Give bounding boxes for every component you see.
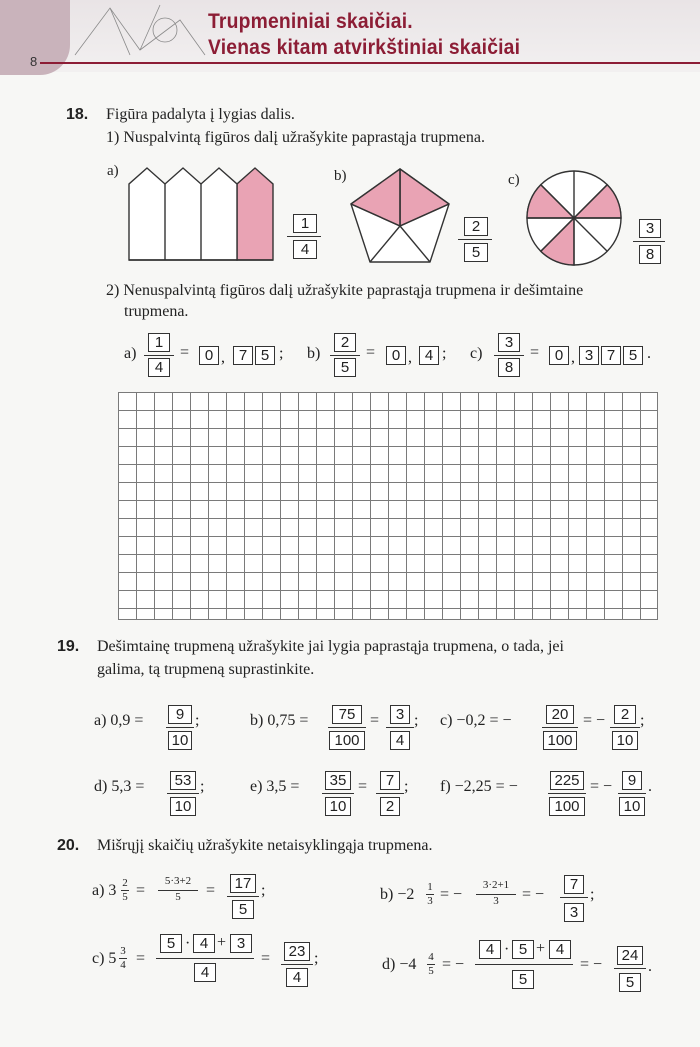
fraction-bar (322, 793, 354, 794)
ex20-c-den-box[interactable]: 4 (194, 963, 216, 982)
ex18-2b-den-box[interactable]: 5 (334, 358, 356, 377)
ex18-c-denominator-box[interactable]: 8 (639, 245, 661, 264)
equals-sign: = (366, 344, 376, 361)
semicolon: ; (279, 345, 284, 362)
ex19-f-den2-box[interactable]: 10 (619, 797, 645, 816)
multiply-dot: · (504, 941, 510, 958)
fraction-bar (328, 727, 366, 728)
ex18-2a-digit-2[interactable]: 7 (233, 346, 253, 365)
ex19-e-den1-box[interactable]: 10 (325, 797, 351, 816)
fraction-bar (281, 964, 313, 965)
equals-sign: = (136, 882, 146, 899)
fraction-bar (475, 964, 573, 965)
ex18-2c-den-box[interactable]: 8 (498, 358, 520, 377)
fraction-bar (548, 793, 586, 794)
ex18-2c-digit-4[interactable]: 5 (623, 346, 643, 365)
ex19-number: 19. (57, 638, 80, 655)
ex20-d-box-3[interactable]: 4 (549, 940, 571, 959)
equals-minus: = − (583, 712, 606, 729)
mixed-denominator: 5 (122, 891, 128, 903)
ex20-b-den-box[interactable]: 3 (564, 903, 584, 922)
semicolon: ; (200, 778, 205, 795)
mixed-numerator: 3 (120, 945, 126, 957)
period: . (647, 345, 651, 362)
ex18-2a-label: a) (124, 345, 137, 362)
page-number: 8 (30, 54, 38, 69)
ex19-d-den-box[interactable]: 10 (170, 797, 196, 816)
ex20-c-box-3[interactable]: 3 (230, 934, 252, 953)
equals-minus: = − (590, 778, 613, 795)
fraction-bar (494, 355, 524, 356)
ex18-2b-label: b) (307, 345, 321, 362)
ex18-label-a: a) (107, 163, 119, 179)
ex18-2c-label: c) (470, 345, 483, 362)
ex19-c-num2-box[interactable]: 2 (614, 705, 636, 724)
ex19-f-num1-box[interactable]: 225 (550, 771, 584, 790)
ex19-e-den2-box[interactable]: 2 (380, 797, 400, 816)
ex19-e-num2-box[interactable]: 7 (380, 771, 400, 790)
fraction-bar (614, 968, 646, 969)
ex18-2c-digit-2[interactable]: 3 (579, 346, 599, 365)
decimal-comma: , (571, 349, 575, 366)
ex20-d-box-2[interactable]: 5 (512, 940, 534, 959)
ex19-a-den-box[interactable]: 10 (168, 731, 192, 750)
ex18-2c-digit-3[interactable]: 7 (601, 346, 621, 365)
semicolon: ; (261, 882, 266, 899)
equals-minus: = − (580, 956, 603, 973)
fraction-bar (227, 896, 259, 897)
ex20-c-num-box[interactable]: 23 (284, 942, 310, 961)
plus-sign: + (536, 940, 546, 957)
ex20-a-label: a) 3 (92, 882, 117, 899)
ex20-line1: Mišrųjį skaičių užrašykite netaisyklingąja trupmena. (97, 837, 433, 854)
equals-sign: = (370, 712, 380, 729)
ex20-d-num-box[interactable]: 24 (617, 946, 643, 965)
decimal-comma: , (408, 349, 412, 366)
ex18-2c-digit-1[interactable]: 0 (549, 346, 569, 365)
ex18-task1: 1) Nuspalvintą figūros dalį užrašykite paprastąja trupmena. (106, 129, 485, 146)
equals-minus: = − (440, 886, 463, 903)
ex19-e-label: e) 3,5 = (250, 778, 300, 795)
ex19-c-label: c) −0,2 = − (440, 712, 512, 729)
expression-denominator: 3 (493, 895, 499, 907)
period: . (648, 778, 652, 795)
mixed-denominator: 4 (120, 959, 126, 971)
circle-eighths-figure (524, 168, 624, 268)
ex19-line1: Dešimtainę trupmeną užrašykite jai lygia paprastąja trupmena, o tada, jei (97, 638, 564, 655)
ex19-b-label: b) 0,75 = (250, 712, 309, 729)
four-houses-figure (125, 162, 275, 262)
fraction-bar (542, 727, 578, 728)
ex18-label-c: c) (508, 172, 520, 188)
ex20-d-den-box2[interactable]: 5 (619, 973, 641, 992)
fraction-bar (386, 727, 414, 728)
mixed-numerator: 4 (428, 951, 434, 963)
ex18-b-denominator-box[interactable]: 5 (464, 243, 488, 262)
fraction-bar (458, 239, 492, 240)
squared-work-grid[interactable] (118, 392, 658, 620)
ex18-2b-digit-2[interactable]: 4 (419, 346, 439, 365)
fraction-bar (287, 236, 321, 237)
plus-sign: + (217, 934, 227, 951)
ex18-task2-line2: trupmena. (124, 303, 189, 320)
mixed-denominator: 3 (427, 895, 433, 907)
geometry-sketch-icon (70, 0, 210, 60)
expression-denominator: 5 (175, 891, 181, 903)
semicolon: ; (590, 886, 595, 903)
ex19-a-num-box[interactable]: 9 (168, 705, 192, 724)
ex20-a-num-box[interactable]: 17 (230, 874, 256, 893)
header-rule (40, 62, 700, 64)
ex18-intro: Figūra padalyta į lygias dalis. (106, 106, 295, 123)
ex19-d-label: d) 5,3 = (94, 778, 145, 795)
ex18-2a-digit-3[interactable]: 5 (255, 346, 275, 365)
ex18-label-b: b) (334, 168, 347, 184)
ex18-2a-num-box[interactable]: 1 (148, 333, 170, 352)
fraction-bar (167, 793, 199, 794)
ex18-2b-digit-1[interactable]: 0 (386, 346, 406, 365)
ex20-d-den-box[interactable]: 5 (512, 970, 534, 989)
fraction-bar (610, 727, 640, 728)
decimal-comma: , (221, 349, 225, 366)
equals-sign: = (180, 344, 190, 361)
semicolon: ; (314, 950, 319, 967)
semicolon: ; (414, 712, 419, 729)
ex20-a-den-box[interactable]: 5 (232, 900, 254, 919)
ex18-a-numerator-box[interactable]: 1 (293, 214, 317, 233)
equals-minus: = − (442, 956, 465, 973)
ex18-2b-num-box[interactable]: 2 (334, 333, 356, 352)
chapter-title-line1: Trupmeniniai skaičiai. (208, 10, 413, 33)
ex19-f-label: f) −2,25 = − (440, 778, 518, 795)
fraction-bar (560, 897, 588, 898)
fraction-bar (376, 793, 404, 794)
ex19-e-num1-box[interactable]: 35 (325, 771, 351, 790)
chapter-title-line2: Vienas kitam atvirkštiniai skaičiai (208, 36, 521, 59)
semicolon: ; (442, 345, 447, 362)
equals-sign: = (136, 950, 146, 967)
ex20-d-box-1[interactable]: 4 (479, 940, 501, 959)
mixed-denominator: 5 (428, 965, 434, 977)
fraction-bar (156, 958, 254, 959)
ex18-2a-digit-1[interactable]: 0 (199, 346, 219, 365)
ex20-c-label: c) 5 (92, 950, 117, 967)
ex19-c-den1-box[interactable]: 100 (543, 731, 577, 750)
ex19-b-den1-box[interactable]: 100 (329, 731, 365, 750)
equals-sign: = (261, 950, 271, 967)
ex18-2c-num-box[interactable]: 3 (498, 333, 520, 352)
ex20-d-label: d) −4 (382, 956, 417, 973)
ex18-number: 18. (66, 106, 89, 123)
semicolon: ; (640, 712, 645, 729)
ex19-b-den2-box[interactable]: 4 (390, 731, 410, 750)
ex19-b-num1-box[interactable]: 75 (332, 705, 362, 724)
fraction-bar (144, 355, 174, 356)
fraction-bar (633, 241, 665, 242)
period: . (648, 958, 652, 975)
expression-numerator: 5·3+2 (164, 875, 192, 887)
equals-minus: = − (522, 886, 545, 903)
mixed-numerator: 1 (427, 881, 433, 893)
ex19-b-num2-box[interactable]: 3 (390, 705, 410, 724)
ex19-c-den2-box[interactable]: 10 (612, 731, 638, 750)
ex20-c-box-2[interactable]: 4 (193, 934, 215, 953)
ex20-number: 20. (57, 837, 80, 854)
ex19-c-num1-box[interactable]: 20 (546, 705, 574, 724)
ex18-c-numerator-box[interactable]: 3 (639, 219, 661, 238)
ex20-b-label: b) −2 (380, 886, 415, 903)
pentagon-figure (348, 166, 452, 264)
equals-sign: = (206, 882, 216, 899)
semicolon: ; (404, 778, 409, 795)
semicolon: ; (195, 712, 200, 729)
ex20-b-num-box[interactable]: 7 (564, 875, 584, 894)
ex19-d-num-box[interactable]: 53 (170, 771, 196, 790)
equals-sign: = (530, 344, 540, 361)
ex19-a-label: a) 0,9 = (94, 712, 144, 729)
ex19-f-den1-box[interactable]: 100 (549, 797, 585, 816)
fraction-bar (330, 355, 360, 356)
ex18-2a-den-box[interactable]: 4 (148, 358, 170, 377)
fraction-bar (618, 793, 646, 794)
fraction-bar (166, 727, 194, 728)
ex18-b-numerator-box[interactable]: 2 (464, 217, 488, 236)
ex20-c-box-1[interactable]: 5 (160, 934, 182, 953)
ex18-a-denominator-box[interactable]: 4 (293, 240, 317, 259)
mixed-numerator: 2 (122, 877, 128, 889)
ex18-task2-line1: 2) Nenuspalvintą figūros dalį užrašykite paprastąja trupmena ir dešimtaine (106, 282, 584, 299)
expression-numerator: 3·2+1 (482, 879, 510, 891)
ex19-f-num2-box[interactable]: 9 (622, 771, 642, 790)
ex20-c-den-box2[interactable]: 4 (286, 968, 308, 987)
multiply-dot: · (185, 935, 191, 952)
ex19-line2: galima, tą trupmeną suprastinkite. (97, 661, 315, 678)
equals-sign: = (358, 778, 368, 795)
